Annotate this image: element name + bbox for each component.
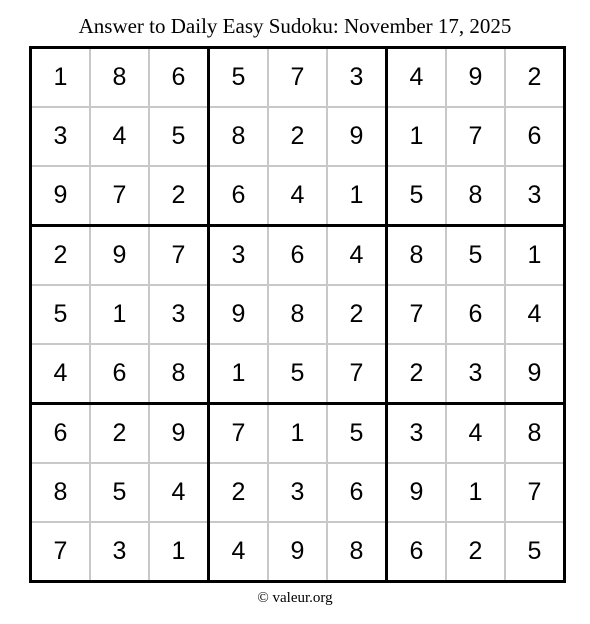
sudoku-cell: 2 (505, 48, 565, 108)
sudoku-cell: 9 (268, 522, 327, 582)
sudoku-cell: 2 (387, 344, 447, 404)
sudoku-cell: 2 (268, 107, 327, 166)
sudoku-cell: 3 (268, 463, 327, 522)
sudoku-grid (29, 46, 566, 583)
sudoku-cell: 6 (505, 107, 565, 166)
sudoku-cell: 5 (209, 48, 269, 108)
sudoku-cell: 7 (446, 107, 505, 166)
sudoku-cell: 2 (209, 463, 269, 522)
sudoku-cell: 7 (505, 463, 565, 522)
sudoku-row (31, 285, 565, 344)
sudoku-cell: 8 (149, 344, 209, 404)
sudoku-row (31, 48, 565, 108)
sudoku-cell: 6 (90, 344, 149, 404)
sudoku-cell: 3 (149, 285, 209, 344)
sudoku-cell: 1 (387, 107, 447, 166)
sudoku-cell: 5 (505, 522, 565, 582)
sudoku-cell: 7 (268, 48, 327, 108)
sudoku-cell: 2 (31, 226, 91, 286)
sudoku-cell: 2 (446, 522, 505, 582)
sudoku-cell: 3 (90, 522, 149, 582)
sudoku-cell: 9 (387, 463, 447, 522)
sudoku-cell: 9 (149, 404, 209, 464)
sudoku-cell: 8 (387, 226, 447, 286)
sudoku-cell: 8 (268, 285, 327, 344)
page-title: Answer to Daily Easy Sudoku: November 17, 2025 (78, 14, 512, 38)
sudoku-cell: 4 (387, 48, 447, 108)
sudoku-cell: 5 (446, 226, 505, 286)
sudoku-cell: 6 (387, 522, 447, 582)
sudoku-cell: 1 (505, 226, 565, 286)
sudoku-cell: 5 (387, 166, 447, 226)
sudoku-row (31, 344, 565, 404)
sudoku-cell: 5 (31, 285, 91, 344)
sudoku-cell: 7 (327, 344, 387, 404)
sudoku-cell: 4 (31, 344, 91, 404)
sudoku-cell: 4 (149, 463, 209, 522)
sudoku-cell: 9 (327, 107, 387, 166)
sudoku-cell: 6 (149, 48, 209, 108)
sudoku-cell: 5 (149, 107, 209, 166)
sudoku-cell: 9 (446, 48, 505, 108)
sudoku-cell: 8 (505, 404, 565, 464)
sudoku-cell: 4 (327, 226, 387, 286)
sudoku-cell: 7 (149, 226, 209, 286)
sudoku-row (31, 107, 565, 166)
sudoku-cell: 7 (209, 404, 269, 464)
sudoku-cell: 8 (90, 48, 149, 108)
sudoku-cell: 9 (31, 166, 91, 226)
sudoku-cell: 3 (31, 107, 91, 166)
sudoku-row (31, 404, 565, 464)
copyright-footer: © valeur.org (257, 590, 333, 606)
sudoku-cell: 5 (90, 463, 149, 522)
sudoku-cell: 1 (149, 522, 209, 582)
sudoku-row (31, 463, 565, 522)
sudoku-cell: 3 (446, 344, 505, 404)
sudoku-cell: 1 (209, 344, 269, 404)
sudoku-cell: 8 (446, 166, 505, 226)
sudoku-row (31, 522, 565, 582)
sudoku-cell: 6 (446, 285, 505, 344)
sudoku-cell: 3 (209, 226, 269, 286)
sudoku-cell: 2 (90, 404, 149, 464)
sudoku-cell: 4 (446, 404, 505, 464)
sudoku-row (31, 166, 565, 226)
sudoku-cell: 1 (268, 404, 327, 464)
sudoku-cell: 1 (90, 285, 149, 344)
sudoku-cell: 9 (90, 226, 149, 286)
sudoku-cell: 6 (31, 404, 91, 464)
sudoku-cell: 4 (90, 107, 149, 166)
sudoku-cell: 3 (387, 404, 447, 464)
sudoku-cell: 6 (209, 166, 269, 226)
sudoku-cell: 5 (268, 344, 327, 404)
sudoku-cell: 8 (31, 463, 91, 522)
sudoku-cell: 5 (327, 404, 387, 464)
sudoku-cell: 2 (327, 285, 387, 344)
sudoku-board (29, 46, 566, 583)
sudoku-cell: 4 (268, 166, 327, 226)
sudoku-cell: 2 (149, 166, 209, 226)
sudoku-cell: 1 (446, 463, 505, 522)
sudoku-cell: 8 (327, 522, 387, 582)
sudoku-cell: 6 (327, 463, 387, 522)
sudoku-cell: 9 (505, 344, 565, 404)
sudoku-cell: 3 (505, 166, 565, 226)
sudoku-cell: 7 (90, 166, 149, 226)
sudoku-cell: 9 (209, 285, 269, 344)
sudoku-cell: 1 (327, 166, 387, 226)
sudoku-cell: 7 (31, 522, 91, 582)
sudoku-cell: 4 (505, 285, 565, 344)
sudoku-cell: 6 (268, 226, 327, 286)
sudoku-row (31, 226, 565, 286)
sudoku-cell: 4 (209, 522, 269, 582)
sudoku-cell: 7 (387, 285, 447, 344)
sudoku-cell: 3 (327, 48, 387, 108)
sudoku-cell: 1 (31, 48, 91, 108)
sudoku-cell: 8 (209, 107, 269, 166)
